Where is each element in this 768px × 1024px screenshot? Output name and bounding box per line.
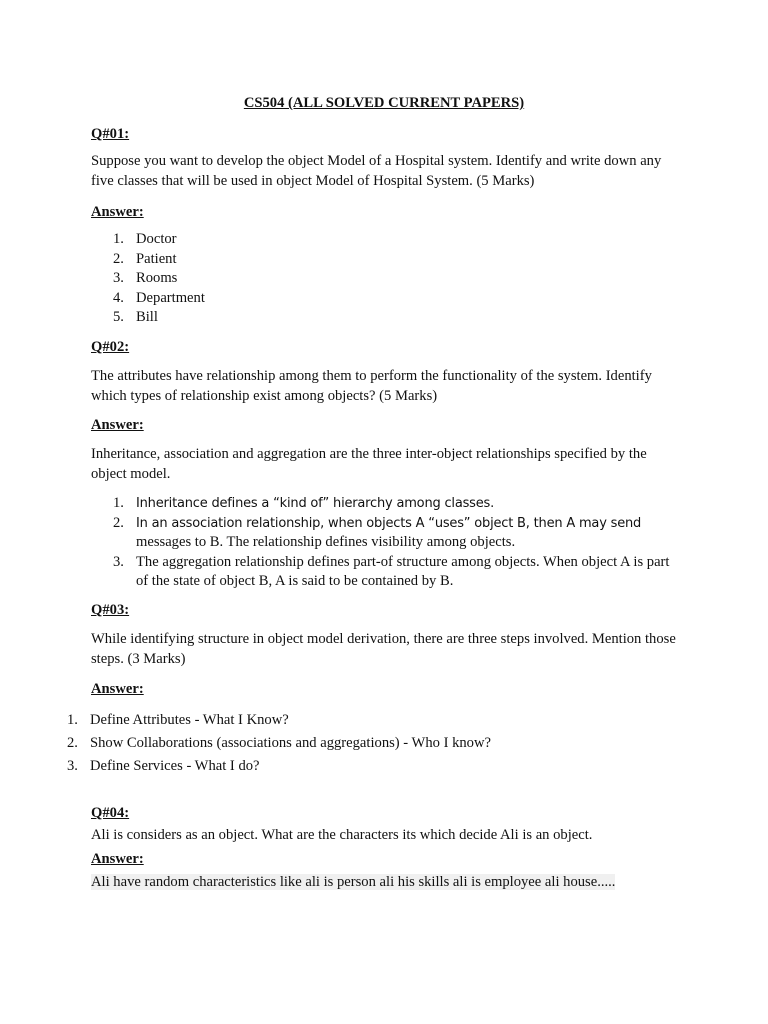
list-number: 1.: [113, 495, 124, 511]
list-item-text: Doctor: [136, 231, 177, 247]
q4-question: Ali is considers as an object. What are the characters its which decide Ali is an object.: [91, 827, 593, 843]
q2-question: The attributes have relationship among them to perform the functionality of the system. Identify which types of relationship exist among objects? (5 Marks): [91, 368, 652, 404]
q3-answer-heading: Answer:: [91, 681, 144, 697]
list-item: [45, 732, 705, 755]
list-item: [91, 553, 681, 592]
list-item-text: Show Collaborations (associations and aggregations) - Who I know?: [90, 735, 491, 751]
list-number: 3.: [113, 553, 124, 570]
list-item: [91, 308, 691, 328]
q4-answer-text: Ali have random characteristics like ali is person ali his skills ali is employee ali house.....: [91, 874, 616, 890]
list-item: [45, 709, 705, 732]
list-item-text: The aggregation relationship defines part-of structure among objects. When object A is part of the state of object B, A is said to be contained by B.: [136, 553, 670, 590]
list-item-text: Define Attributes - What I Know?: [90, 712, 289, 728]
list-item-text: Define Services - What I do?: [90, 758, 260, 774]
q3-question: While identifying structure in object model derivation, there are three steps involved. Mention those steps. (3 Marks): [91, 631, 676, 667]
list-item-text: Inheritance defines a “kind of” hierarchy among classes.: [136, 496, 495, 511]
list-number: 2.: [113, 514, 124, 531]
q1-question: Suppose you want to develop the object Model of a Hospital system. Identify and write down any five classes that will be used in object Model of Hospital System. (5 Marks): [91, 153, 662, 189]
list-item-text-line1: In an association relationship, when objects A “uses” object B, then A may send: [136, 515, 642, 531]
q4-answer: [91, 873, 691, 893]
list-item: [91, 289, 691, 309]
list-item-text: Bill: [136, 309, 158, 326]
q3-answer-list: [45, 709, 705, 778]
list-number: 2.: [67, 735, 78, 751]
list-item-text: Patient: [136, 250, 177, 267]
list-number: 5.: [113, 309, 124, 326]
q1-answer-heading: Answer:: [91, 204, 144, 220]
list-item: [45, 755, 705, 778]
list-item: [91, 230, 691, 250]
q3-heading: Q#03:: [91, 602, 130, 618]
q1-answer-list: [91, 230, 691, 328]
list-item-text: Department: [136, 289, 205, 306]
list-number: 2.: [113, 250, 124, 267]
q4-heading: Q#04:: [91, 805, 130, 821]
list-number: 3.: [67, 758, 78, 774]
list-item: [91, 514, 681, 553]
q4-answer-heading: Answer:: [91, 851, 144, 867]
list-item: [91, 250, 691, 270]
list-item: [91, 494, 681, 514]
page-title: CS504 (ALL SOLVED CURRENT PAPERS): [243, 95, 525, 111]
list-number: 1.: [113, 231, 124, 247]
list-item-text: Rooms: [136, 270, 178, 287]
q2-answer-intro: Inheritance, association and aggregation are the three inter-object relationships specified by the object model.: [91, 446, 647, 482]
list-number: 1.: [67, 712, 78, 728]
q2-answer-list: [91, 494, 681, 592]
list-number: 4.: [113, 289, 124, 306]
q2-answer-heading: Answer:: [91, 417, 144, 433]
q1-heading: Q#01:: [91, 126, 130, 142]
list-item-text-line2: messages to B. The relationship defines visibility among objects.: [136, 534, 516, 551]
q2-heading: Q#02:: [91, 339, 130, 355]
list-number: 3.: [113, 270, 124, 287]
list-item: [91, 269, 691, 289]
